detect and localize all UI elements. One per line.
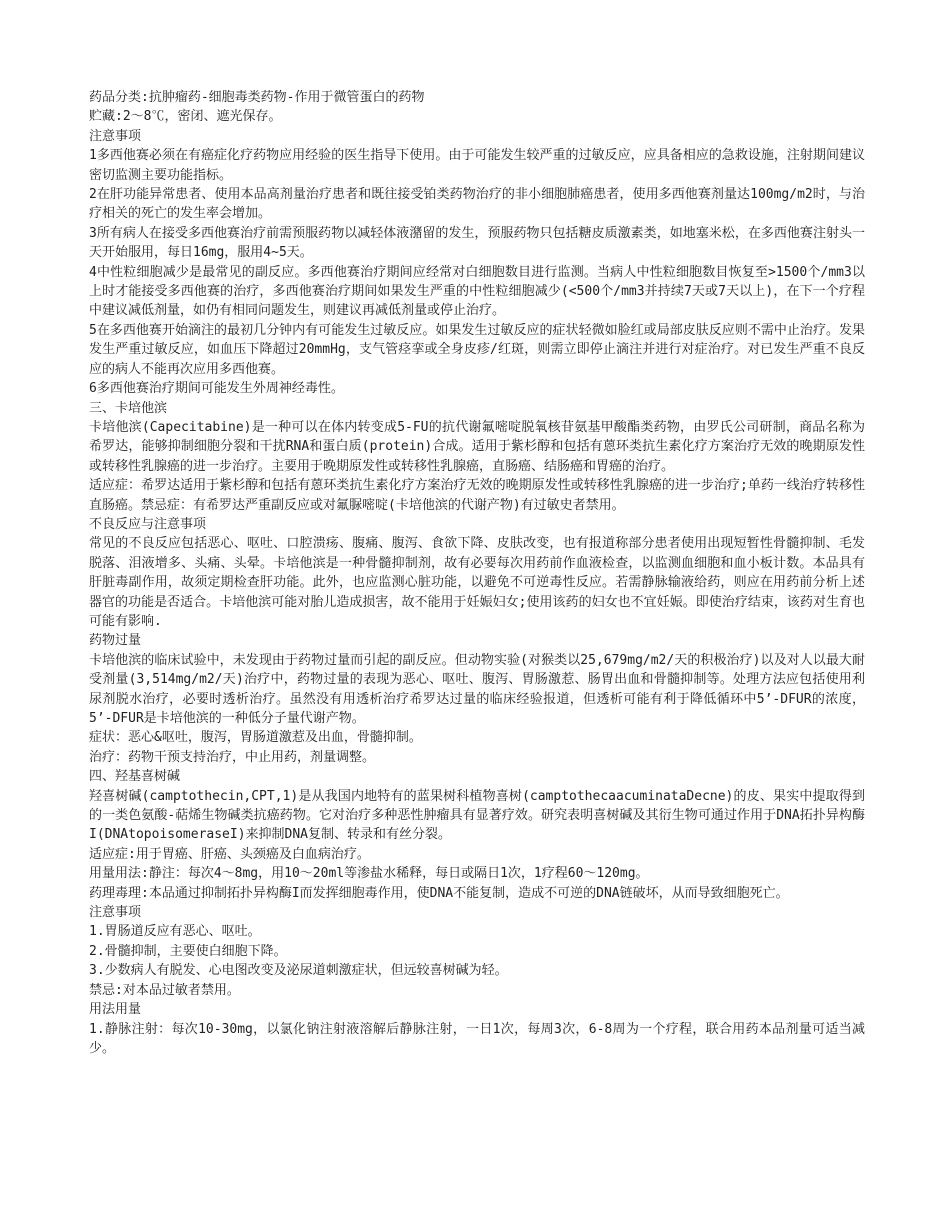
precaution-item-1: 1多西他赛必须在有癌症化疗药物应用经验的医生指导下使用。由于可能发生较严重的过敏反应，应具备相应的急救设施，注射期间建议密切监测主要功能指标。 [89, 148, 865, 183]
capecitabine-intro: 卡培他滨(Capecitabine)是一种可以在体内转变成5-FU的抗代谢氟嘧啶脱氧核苷氨基甲酸酯类药物，由罗氏公司研制，商品名称为希罗达，能够抑制细胞分裂和干扰RNA和蛋白质(protein)合成。适用于紫杉醇和包括有蒽环类抗生素化疗方案治疗无效的晚期原发性或转移性乳腺癌的进一步治疗。主要用于晚期原发性或转移性乳腺癌，直肠癌、结肠癌和胃癌的治疗。 [89, 419, 865, 474]
section-heading-precautions: 注意事项 [89, 128, 142, 144]
precaution-item-6: 6多西他赛治疗期间可能发生外周神经毒性。 [89, 381, 344, 397]
overdose-treatment: 治疗：药物干预支持治疗，中止用药，剂量调整。 [89, 749, 376, 765]
section-heading-adverse-reactions: 不良反应与注意事项 [89, 516, 207, 532]
storage-line: 贮藏:2～8℃，密闭、遮光保存。 [89, 109, 282, 125]
hydroxycamptothecin-intro: 羟喜树碱(camptothecin,CPT,1)是从我国内地特有的蓝果树科植物喜树(camptothecaacuminataDecne)的皮、果实中提取得到的一类色氨酸-萜烯生物碱类抗癌药物。它对治疗多种恶性肿瘤具有显著疗效。研究表明喜树碱及其衍生物可通过作用于DNA拓扑异构酶I(DNAtopoisomeraseI)来抑制DNA复制、转录和有丝分裂。 [89, 788, 865, 843]
precaution-item-2: 2在肝功能异常患者、使用本品高剂量治疗患者和既往接受铂类药物治疗的非小细胞肺癌患者，使用多西他赛剂量达100mg/m2时，与治疗相关的死亡的发生率会增加。 [89, 187, 865, 222]
document-page [89, 88, 865, 1058]
overdose-paragraph: 卡培他滨的临床试验中，未发现由于药物过量而引起的副反应。但动物实验(对猴类以25,679mg/m2/天的积极治疗)以及对人以最大耐受剂量(3,514mg/m2/天)治疗中，药物过量的表现为恶心、呕吐、腹泻、胃肠激惹、肠胃出血和骨髓抑制等。处理方法应包括使用利尿剂脱水治疗，必要时透析治疗。虽然没有用透析治疗希罗达过量的临床经验报道，但透析可能有利于降低循环中5’-DFUR的浓度，5’-DFUR是卡培他滨的一种低分子量代谢产物。 [89, 652, 865, 726]
hydroxycamptothecin-dosage: 用量用法:静注：每次4～8mg，用10～20ml等渗盐水稀释，每日或隔日1次，1疗程60～120mg。 [89, 866, 649, 882]
precaution-2-item-3: 3.少数病人有脱发、心电图改变及泌尿道刺激症状，但远较喜树碱为轻。 [89, 963, 508, 979]
section-heading-precautions-2: 注意事项 [89, 905, 142, 921]
precaution-item-3: 3所有病人在接受多西他赛治疗前需预服药物以减轻体液潴留的发生，预服药物只包括糖皮质激素类，如地塞米松，在多西他赛注射头一天开始服用，每日16mg，服用4~5天。 [89, 225, 865, 261]
hydroxycamptothecin-pharmacology: 药理毒理:本品通过抑制拓扑异构酶I而发挥细胞毒作用，使DNA不能复制，造成不可逆的DNA链破坏，从而导致细胞死亡。 [89, 885, 789, 901]
usage-item-1: 1.静脉注射：每次10-30mg，以氯化钠注射液溶解后静脉注射，一日1次，每周3次，6-8周为一个疗程，联合用药本品剂量可适当减少。 [89, 1021, 865, 1056]
adverse-reactions-paragraph: 常见的不良反应包括恶心、呕吐、口腔溃疡、腹痛、腹泻、食欲下降、皮肤改变，也有报道称部分患者使用出现短暂性骨髓抑制、毛发脱落、泪液增多、头痛、头晕。卡培他滨是一种骨髓抑制剂，故有必要每次用药前作血液检查，以监测血细胞和血小板计数。本品具有肝脏毒副作用，故须定期检查肝功能。此外，也应监测心脏功能，以避免不可逆毒性反应。若需静脉输液给药，则应在用药前分析上述器官的功能是否适合。卡培他滨可能对胎儿造成损害，故不能用于妊娠妇女;使用该药的妇女也不宜妊娠。即使治疗结束，该药对生育也可能有影响. [89, 536, 865, 629]
section-heading-overdose: 药物过量 [89, 633, 142, 649]
hydroxycamptothecin-indications: 适应症:用于胃癌、肝癌、头颈癌及白血病治疗。 [89, 846, 370, 862]
capecitabine-indications: 适应症：希罗达适用于紫杉醇和包括有蒽环类抗生素化疗方案治疗无效的晚期原发性或转移性乳腺癌的进一步治疗;单药一线治疗转移性直肠癌。禁忌症：有希罗达严重副反应或对氟脲嘧啶(卡培他滨的代谢产物)有过敏史者禁用。 [89, 478, 865, 513]
section-heading-hydroxycamptothecin: 四、羟基喜树碱 [89, 769, 181, 785]
precaution-item-4: 4中性粒细胞减少是最常见的副反应。多西他赛治疗期间应经常对白细胞数目进行监测。当病人中性粒细胞数目恢复至>1500个/mm3以上时才能接受多西他赛的治疗，多西他赛治疗期间如果发生严重的中性粒细胞减少(<500个/mm3并持续7天或7天以上)，在下一个疗程中建议减低剂量，如仍有相同问题发生，则建议再减低剂量或停止治疗。 [89, 264, 865, 319]
overdose-symptoms: 症状：恶心&呕吐，腹泻，胃肠道激惹及出血，骨髓抑制。 [89, 730, 422, 746]
precaution-item-5: 5在多西他赛开始滴注的最初几分钟内有可能发生过敏反应。如果发生过敏反应的症状轻微如脸红或局部皮肤反应则不需中止治疗。发果发生严重过敏反应，如血压下降超过20mmHg，支气管痉挛或全身皮疹/红斑，则需立即停止滴注并进行对症治疗。对已发生严重不良反应的病人不能再次应用多西他赛。 [89, 322, 865, 377]
section-heading-capecitabine: 三、卡培他滨 [89, 400, 168, 416]
contraindication-line: 禁忌:对本品过敏者禁用。 [89, 982, 240, 998]
precaution-2-item-2: 2.骨髓抑制，主要使白细胞下降。 [89, 943, 287, 959]
drug-category-line: 药品分类:抗肿瘤药-细胞毒类药物-作用于微管蛋白的药物 [89, 90, 425, 105]
precaution-2-item-1: 1.胃肠道反应有恶心、呕吐。 [89, 924, 261, 940]
section-heading-usage-dosage: 用法用量 [89, 1002, 142, 1018]
